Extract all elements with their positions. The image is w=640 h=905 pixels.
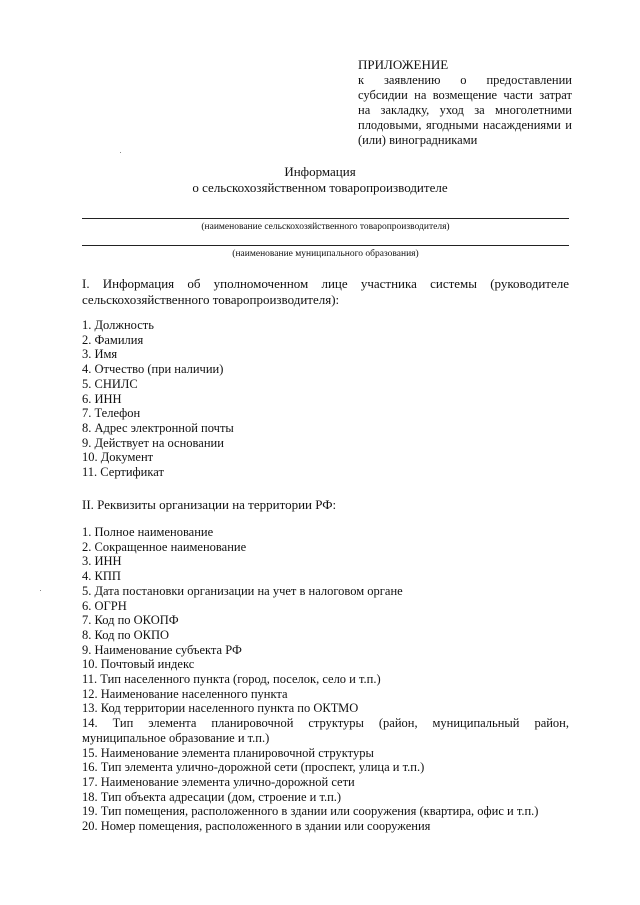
list-item: 1. Должность (82, 318, 154, 332)
list-item: 15. Наименование элемента планировочной структуры (82, 745, 374, 760)
appendix-block (358, 57, 572, 148)
list-item: 3. Имя (82, 347, 118, 362)
list-item: 9. Действует на основании (82, 435, 224, 450)
list-item: 5. СНИЛС (82, 376, 138, 391)
list-item: 18. Тип объекта адресации (дом, строение и т.п.) (82, 789, 342, 804)
appendix-text: к заявлению о предоставлении субсидии на возмещение части затрат на закладку, уход за многолетними плодовыми, ягодными насаждениями и (или) виноградниками (358, 73, 572, 147)
list-item: 20. Номер помещения, расположенного в здании или сооружения (82, 819, 431, 834)
list-item: 2. Фамилия (82, 332, 144, 347)
appendix-heading: ПРИЛОЖЕНИЕ (358, 57, 449, 72)
list-item: 19. Тип помещения, расположенного в здании или сооружения (квартира, офис и т.п.) (82, 804, 539, 819)
document-title: Информация (284, 164, 356, 179)
list-item: 12. Наименование населенного пункта (82, 686, 288, 701)
list-item: 6. ОГРН (82, 598, 127, 613)
list-item: 1. Полное наименование (82, 525, 214, 539)
scan-speck (40, 590, 41, 591)
producer-name-caption: (наименование сельскохозяйственного товаропроизводителя) (201, 222, 450, 232)
list-item: 7. Телефон (82, 406, 141, 421)
list-item: 3. ИНН (82, 554, 122, 569)
list-item: 4. Отчество (при наличии) (82, 362, 224, 377)
list-item: 11. Сертификат (82, 465, 164, 480)
list-item: 4. КПП (82, 569, 121, 584)
section-2-heading: II. Реквизиты организации на территории РФ: (82, 497, 337, 512)
document-subtitle: о сельскохозяйственном товаропроизводителе (192, 180, 448, 195)
list-item: 10. Почтовый индекс (82, 657, 195, 672)
municipality-name-caption: (наименование муниципального образования) (232, 249, 419, 259)
list-item: 8. Код по ОКПО (82, 627, 170, 642)
list-item: 11. Тип населенного пункта (город, поселок, село и т.п.) (82, 672, 381, 687)
list-item: 2. Сокращенное наименование (82, 539, 247, 554)
list-item: 8. Адрес электронной почты (82, 420, 234, 435)
list-item: 9. Наименование субъекта РФ (82, 642, 242, 657)
list-item: 6. ИНН (82, 391, 122, 406)
section-2-list (82, 525, 569, 834)
scan-speck (120, 152, 121, 153)
list-item: 16. Тип элемента улично-дорожной сети (проспект, улица и т.п.) (82, 760, 425, 775)
list-item: 7. Код по ОКОПФ (82, 613, 179, 628)
producer-name-line (82, 218, 569, 219)
list-item: 5. Дата постановки организации на учет в налоговом органе (82, 583, 403, 598)
municipality-name-line (82, 245, 569, 246)
list-item: 17. Наименование элемента улично-дорожной сети (82, 774, 355, 789)
section-1-list (82, 318, 569, 480)
list-item: 14. Тип элемента планировочной структуры (район, муниципальный район, муниципальное образование и т.п.) (82, 716, 569, 745)
list-item: 10. Документ (82, 450, 154, 465)
section-1-heading: I. Информация об уполномоченном лице участника системы (руководителе сельскохозяйственного товаропроизводителя): (82, 276, 569, 307)
list-item: 13. Код территории населенного пункта по ОКТМО (82, 701, 359, 716)
